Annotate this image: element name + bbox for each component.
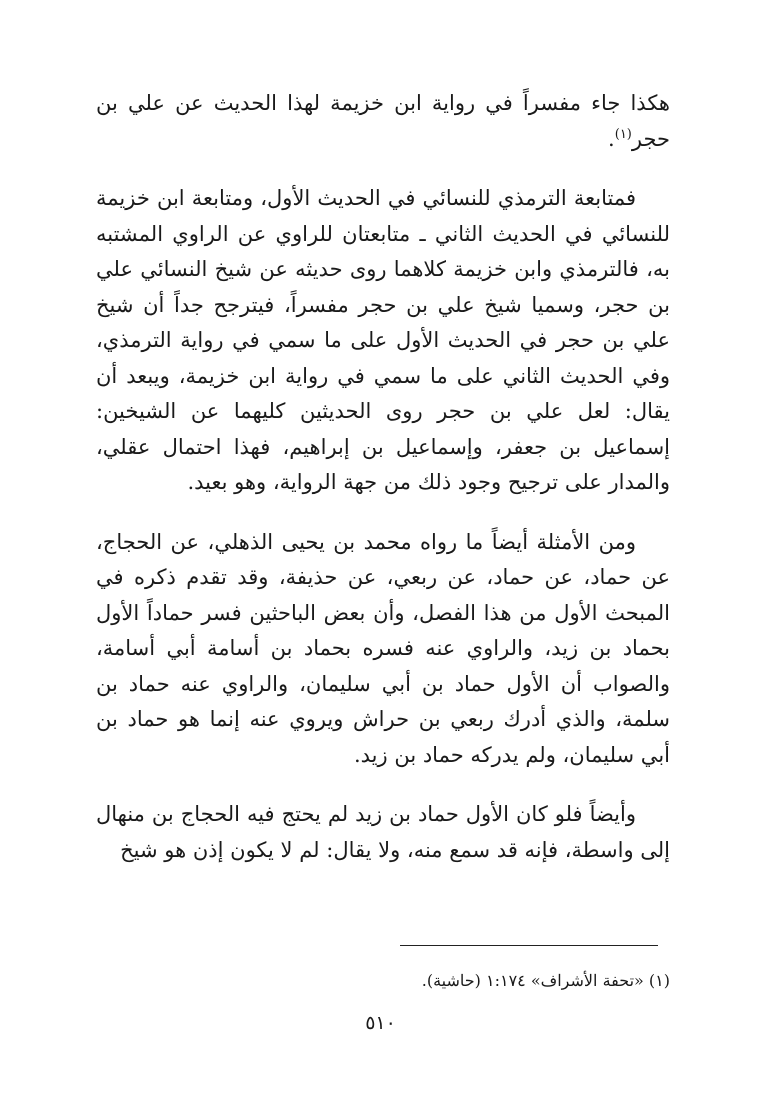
paragraph-2	[96, 181, 670, 501]
paragraph-end-punctuation: .	[608, 126, 615, 151]
footnote-text: «تحفة الأشراف» ١:١٧٤ (حاشية).	[421, 971, 644, 990]
paragraph-text: فمتابعة الترمذي للنسائي في الحديث الأول، ومتابعة ابن خزيمة للنسائي في الحديث الثاني ـ متابعتان للراوي عن الراوي المشتبه به، فالترمذي وابن خزيمة كلاهما روى حديثه عن شيخ النسائي علي بن حجر، وسميا شيخ علي بن حجر مفسراً، فيترجح جداً أن شيخ علي بن حجر في الحديث الأول على ما سمي في رواية الترمذي، وفي الحديث الثاني على ما سمي في رواية ابن خزيمة، ويبعد أن يقال: لعل علي بن حجر روى الحديثين كليهما عن الشيخين: إسماعيل بن جعفر، وإسماعيل بن إبراهيم، فهذا احتمال عقلي، والمدار على ترجيح وجود ذلك من جهة الرواية، وهو بعيد.	[96, 186, 670, 494]
body-text	[96, 86, 670, 892]
footnote-divider	[400, 945, 658, 946]
footnote-marker: (١)	[648, 971, 670, 990]
footnote	[96, 968, 670, 994]
paragraph-1	[96, 86, 670, 157]
paragraph-4	[96, 797, 670, 868]
page-number: ٥١٠	[365, 1012, 396, 1034]
paragraph-text: وأيضاً فلو كان الأول حماد بن زيد لم يحتج فيه الحجاج بن منهال إلى واسطة، فإنه قد سمع منه، ولا يقال: لم لا يكون إذن هو شيخ	[96, 802, 670, 862]
footnote-reference[interactable]: (١)	[614, 126, 632, 142]
paragraph-text: ومن الأمثلة أيضاً ما رواه محمد بن يحيى الذهلي، عن الحجاج، عن حماد، عن حماد، عن ربعي، عن حذيفة، وقد تقدم ذكره في المبحث الأول من هذا الفصل، وأن بعض الباحثين فسر حماداً الأول بحماد بن زيد، والراوي عنه فسره بحماد بن أسامة أبي أسامة، والصواب أن الأول حماد بن أبي سليمان، والراوي عنه حماد بن سلمة، والذي أدرك ربعي بن حراش ويروي عنه إنما هو حماد بن أبي سليمان، ولم يدركه حماد بن زيد.	[96, 529, 671, 767]
paragraph-text: هكذا جاء مفسراً في رواية ابن خزيمة لهذا الحديث عن علي بن حجر	[96, 91, 670, 151]
paragraph-3	[96, 525, 670, 774]
